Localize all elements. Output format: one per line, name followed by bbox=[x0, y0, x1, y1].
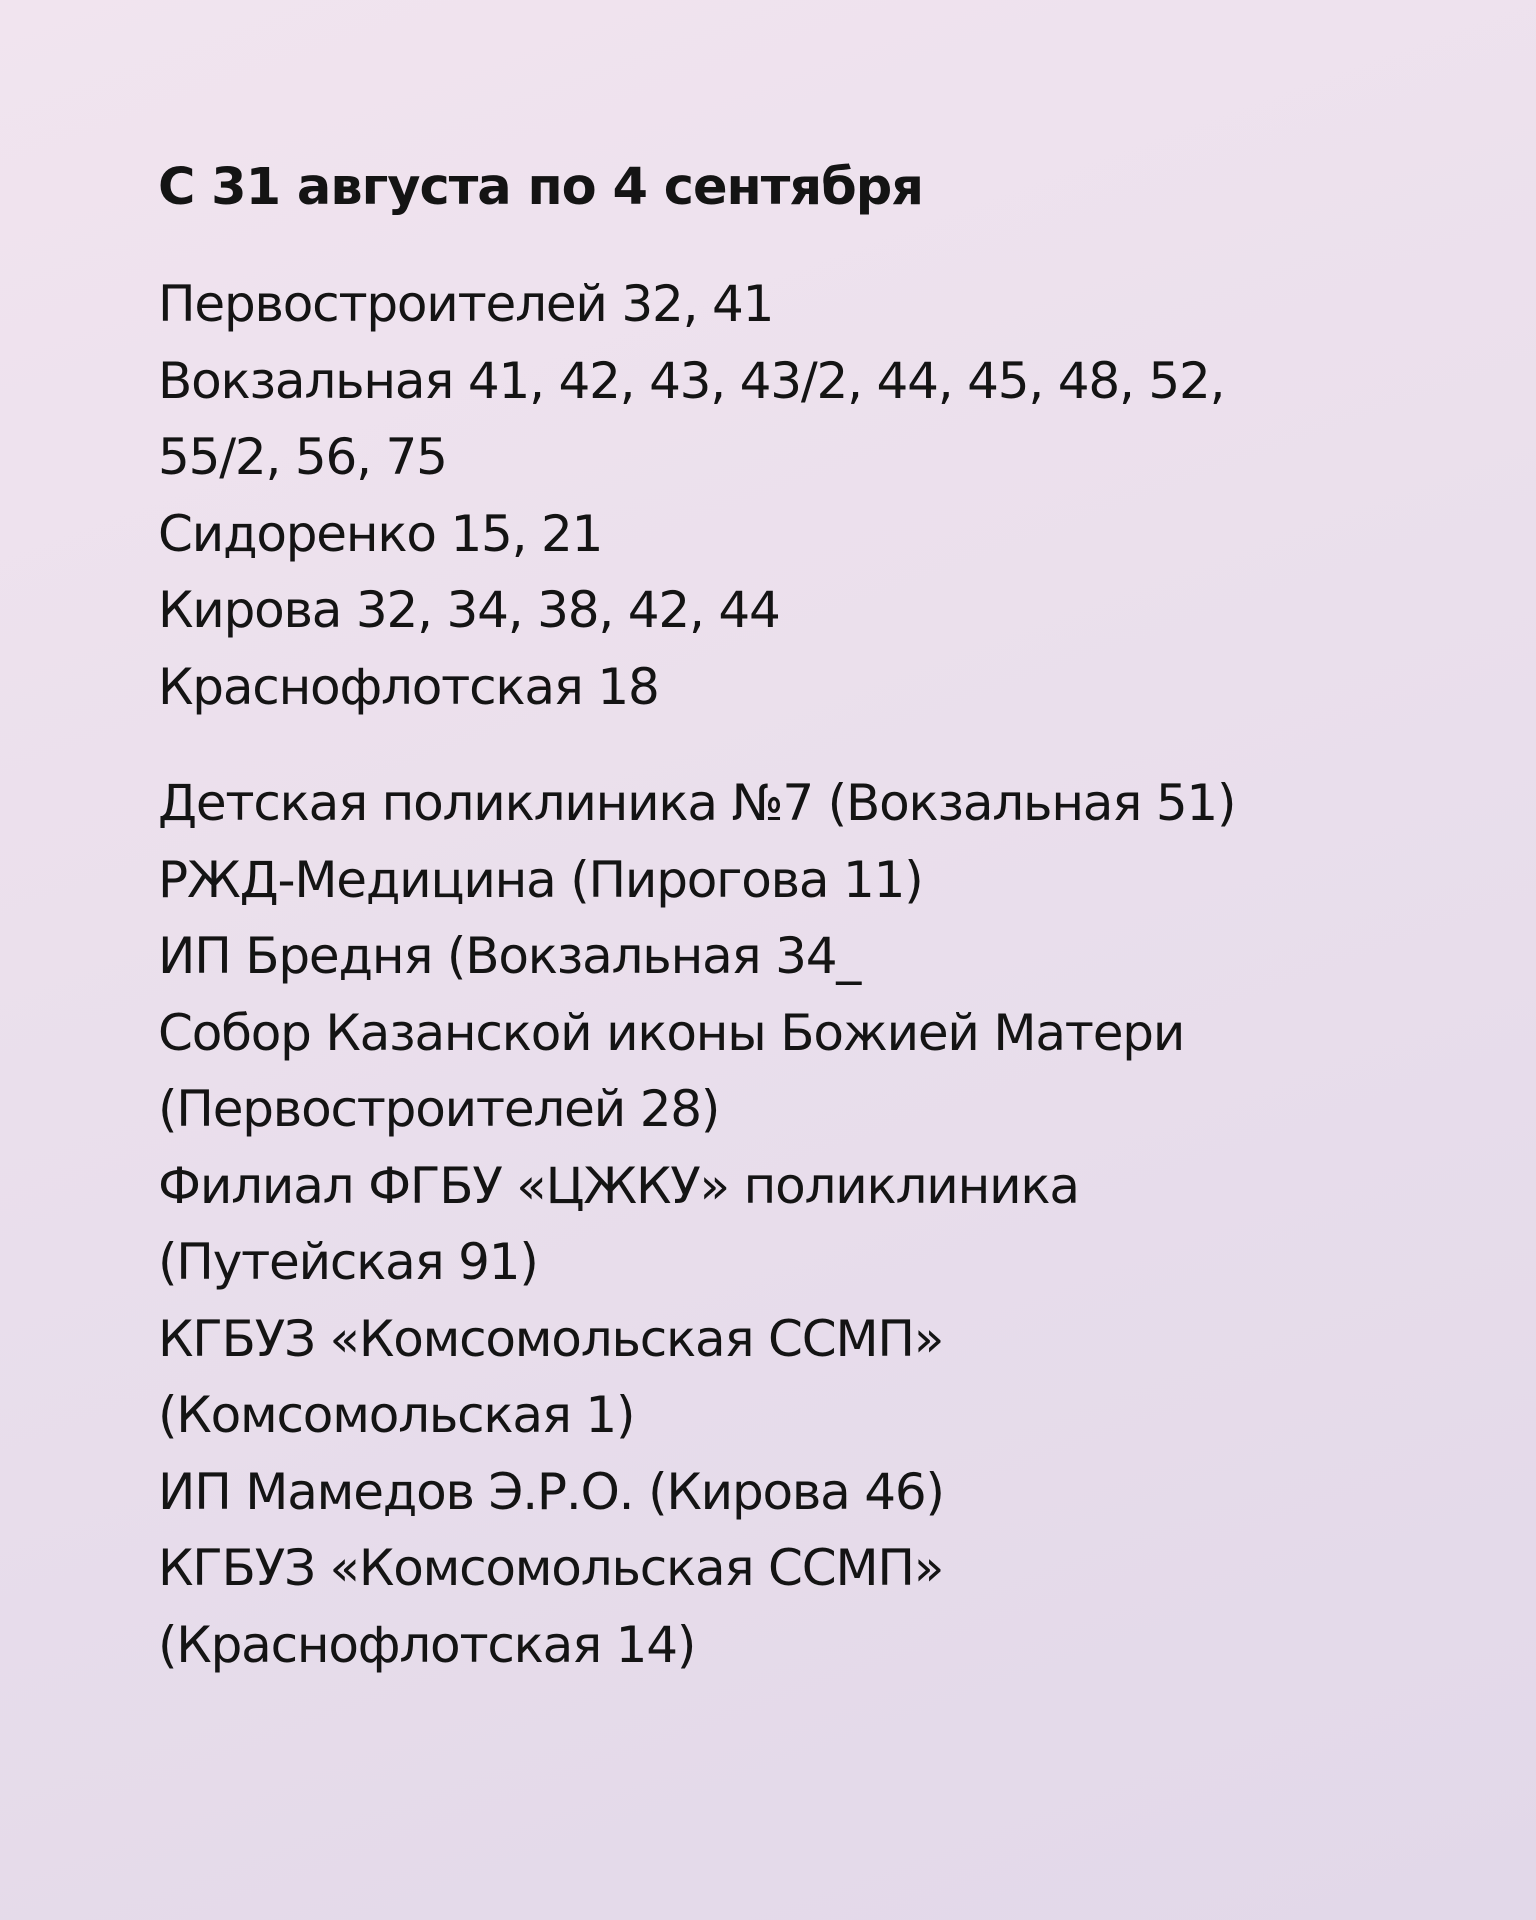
address-line: Первостроителей 32, 41 bbox=[158, 275, 774, 333]
organization-line: (Первостроителей 28) bbox=[158, 1080, 720, 1138]
address-line: Сидоренко 15, 21 bbox=[158, 504, 603, 563]
organization-list bbox=[158, 765, 1458, 1683]
organization-line: КГБУЗ «Комсомольская ССМП» bbox=[158, 1539, 944, 1597]
schedule-document bbox=[158, 158, 1458, 1683]
organization-line: ИП Мамедов Э.Р.О. (Кирова 46) bbox=[158, 1462, 944, 1521]
address-line: 55/2, 56, 75 bbox=[158, 428, 447, 486]
organization-line: Собор Казанской иконы Божией Матери bbox=[158, 1003, 1185, 1062]
address-line: Кирова 32, 34, 38, 42, 44 bbox=[158, 581, 780, 639]
organization-line: РЖД-Медицина (Пирогова 11) bbox=[158, 850, 923, 909]
organization-line: (Комсомольская 1) bbox=[158, 1386, 635, 1444]
address-list bbox=[158, 266, 1458, 725]
address-line: Краснофлотская 18 bbox=[158, 657, 659, 716]
address-line: Вокзальная 41, 42, 43, 43/2, 44, 45, 48, 52, bbox=[158, 351, 1225, 410]
organization-line: ИП Бредня (Вокзальная 34_ bbox=[158, 927, 861, 985]
organization-line: (Путейская 91) bbox=[158, 1233, 538, 1291]
organization-line: КГБУЗ «Комсомольская ССМП» bbox=[158, 1309, 944, 1368]
organization-line: (Краснофлотская 14) bbox=[158, 1615, 696, 1674]
organization-line: Филиал ФГБУ «ЦЖКУ» поликлиника bbox=[158, 1156, 1079, 1215]
organization-line: Детская поликлиника №7 (Вокзальная 51) bbox=[158, 774, 1236, 832]
date-range-title: С 31 августа по 4 сентября bbox=[158, 158, 923, 217]
